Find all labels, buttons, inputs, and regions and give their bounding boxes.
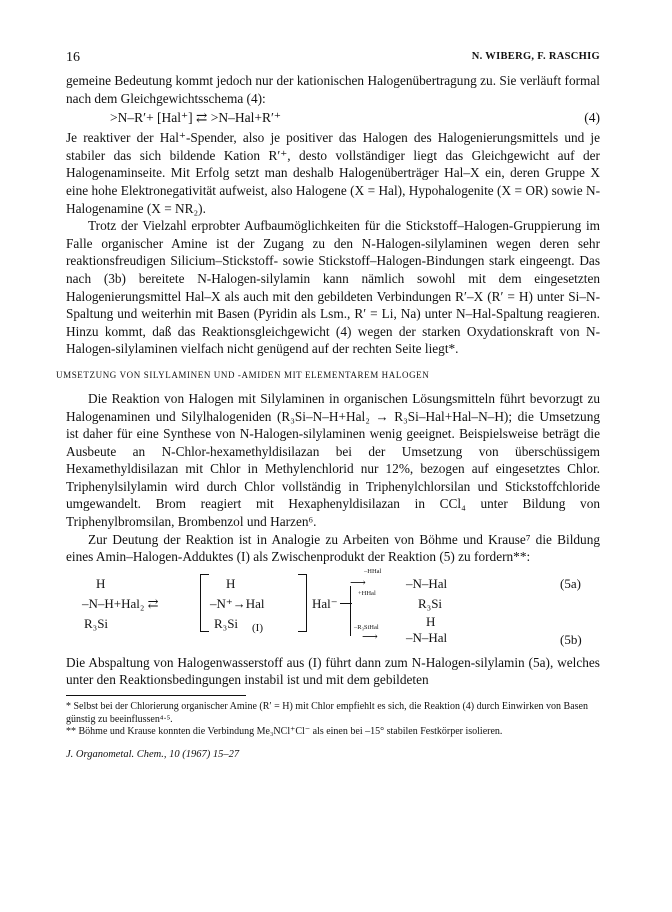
left-amine-r3si: R₃Si — [84, 615, 109, 631]
product-5b-h: H — [426, 613, 436, 629]
page-number: 16 — [66, 50, 80, 65]
paragraph-2: Je reaktiver der Hal⁺-Spender, also je positiver das Halogen des Halogenierungsmittels und je stabiler das sich bildende Kation R′⁺, desto vollständiger liegt das Gleichgewicht auf der Halogenaminseite. Mit Erfolg setzt man deshalb Halogenüberträger Hal–X ein, deren Gruppe X eine hohe Elektronegativität aufweist, also Halogene (X = Hal), Hypohalogenite (X = OR) sowie N-Halogenamine (X = NR₂). — [66, 130, 600, 216]
left-bracket — [200, 574, 209, 632]
left-amine-h: H — [96, 575, 106, 591]
product-5b: –N–Hal — [406, 629, 448, 645]
branch-line — [350, 586, 351, 636]
arrow-bottom: ⟶ — [362, 630, 378, 643]
paragraph-3: Trotz der Vielzahl erprobter Aufbaumöglichkeiten für die Stickstoff–Halogen-Gruppierung im Falle organischer Amine ist der Zugang zu den N-Halogen-silylaminen wegen deren sehr reaktionsfreudigen Silicium–Stickstoff- sowie Stickstoff–Halogen-Bindungen stark eingeengt. Das nach (3b) bereitete N-Halogen-silylamin kann nämlich sowohl mit dem eingesetzten Halogenierungsmittel Hal–X als auch mit den gebildeten Verbindungen R′–X (R′ = H) unter Si–N-Spaltung und weiterhin mit Basen (Pyridin als Lsm., R′ = Li, Na) unter N–Hal-Spaltung reagieren. Hinzu kommt, daß das Reaktionsgleichgewicht (4) wegen der starken Oxydationskraft von N-Halogen-silylaminen vielfach nicht genügend auf der rechten Seite liegt*. — [66, 218, 600, 357]
page-content — [56, 50, 600, 760]
adduct-r3si: R₃Si — [214, 615, 239, 631]
arrow-back-label: +HHal — [358, 589, 376, 597]
footnote-2: ** Böhme und Krause konnten die Verbindung Me₃NCl⁺Cl⁻ als einen bei –15° stabilen Festkörper isolieren. — [66, 726, 503, 738]
adduct-label: (I) — [252, 621, 263, 634]
right-bracket — [298, 574, 307, 632]
arrow-top-label: –HHal — [364, 567, 382, 575]
product-5a-r3si: R₃Si — [418, 595, 443, 611]
section-title: UMSETZUNG VON SILYLAMINEN UND -AMIDEN MIT ELEMENTAREM HALOGEN — [56, 369, 430, 380]
paragraph-5: Zur Deutung der Reaktion ist in Analogie zu Arbeiten von Böhme und Krause⁷ die Bildung eines Amin–Halogen-Adduktes (I) als Zwischenprodukt der Reaktion (5) zu fordern**: — [66, 531, 600, 565]
equation-4 — [66, 107, 600, 129]
footnote-1: * Selbst bei der Chlorierung organischer Amine (R′ = H) mit Chlor empfiehlt es sich, die Reaktion (4) durch Einwirken von Basen günstig zu beeinflussen⁴·⁵. — [66, 701, 588, 725]
left-amine-core: –N–H+Hal₂ ⇄ — [82, 595, 159, 611]
adduct-h: H — [226, 575, 236, 591]
equation-4-body: >N–R′+ [Hal⁺] ⇄ >N–Hal+R′⁺ — [110, 110, 282, 126]
halide-anion: Hal⁻ — [312, 595, 338, 611]
branch-stub — [340, 603, 352, 604]
adduct-core: –N⁺→Hal — [210, 595, 265, 611]
paragraph-6: Die Abspaltung von Halogenwasserstoff aus (I) führt dann zum N-Halogen-silylamin (5a), welches unter den Reaktionsbedingungen instabil ist und mit dem gebildeten — [66, 654, 600, 688]
journal-citation: J. Organometal. Chem., 10 (1967) 15–27 — [66, 748, 240, 760]
arrow-top: ⟶ — [350, 576, 366, 589]
reaction-scheme-5 — [66, 567, 600, 650]
paragraph-4: Die Reaktion von Halogen mit Silylaminen in organischen Lösungsmitteln führt bevorzugt zu Halogenaminen und Silylhalogeniden (R₃Si–N–H+Hal₂ → R₃Si–Hal+Hal–N–H); die Umsetzung ist daher für eine Synthese von N-Halogen-silylaminen wenig geeignet. Beispielsweise beträgt die Ausbeute an N-Chlor-hexamethyldisilazan bei der Umsetzung von überschüssigem Hexamethyldisilazan mit Chlor in Methylenchlorid nur 12%, bezogen auf eingesetztes Chlor. Triphenylsilylamin wird durch Chlor vollständig in Triphenylchlorsilan und Stickstoffchloride umgewandelt. Brom reagiert mit Hexaphenyldisilazan in CCl₄ unter Bildung von Triphenylbromsilan, Brombenzol und Harzen⁶. — [66, 390, 600, 530]
running-header — [66, 50, 600, 72]
footnote-rule — [66, 695, 246, 696]
equation-4-number: (4) — [584, 110, 600, 126]
equation-5a-number: (5a) — [560, 575, 581, 591]
arrow-bottom-label: –R₃SiHal — [354, 623, 379, 631]
equation-5b-number: (5b) — [560, 631, 582, 647]
running-authors: N. WIBERG, F. RASCHIG — [471, 51, 600, 62]
paragraph-1: gemeine Bedeutung kommt jedoch nur der kationischen Halogenübertragung zu. Sie verläuft formal nach dem Gleichgewichtsschema (4): — [66, 73, 600, 106]
product-5a: –N–Hal — [406, 575, 448, 591]
